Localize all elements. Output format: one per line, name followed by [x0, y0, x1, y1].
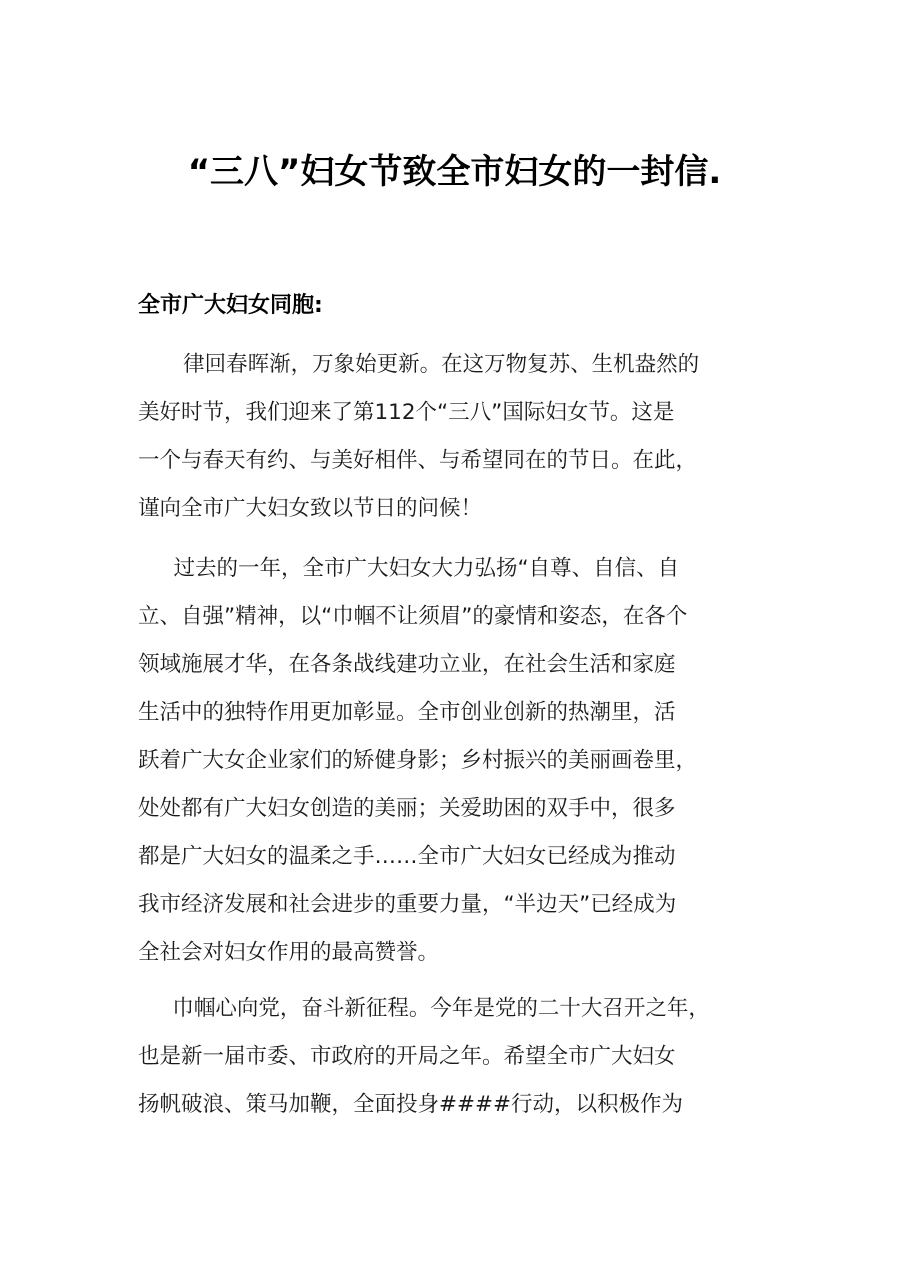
- paragraph-1-line-3: 一个与春天有约、与美好相伴、与希望同在的节日。在此，: [138, 448, 698, 473]
- letter-title: “三八”妇女节致全市妇女的一封信.: [187, 152, 722, 192]
- paragraph-3-line-2: 也是新一届市委、市政府的开局之年。希望全市广大妇女: [138, 1044, 676, 1069]
- salutation: 全市广大妇女同胞:: [138, 293, 323, 318]
- paragraph-2-line-7: 都是广大妇女的温柔之手……全市广大妇女已经成为推动: [138, 844, 676, 869]
- paragraph-2: [138, 545, 768, 977]
- paragraph-2-line-1: 过去的一年，全市广大妇女大力弘扬“自尊、自信、自: [173, 556, 680, 581]
- paragraph-2-line-4: 生活中的独特作用更加彰显。全市创业创新的热潮里，活: [138, 700, 676, 725]
- paragraph-2-line-6: 处处都有广大妇女创造的美丽；关爱助困的双手中，很多: [138, 796, 676, 821]
- paragraph-3-line-1: 巾帼心向党，奋斗新征程。今年是党的二十大召开之年，: [172, 996, 710, 1021]
- paragraph-2-line-5: 跃着广大女企业家们的矫健身影；乡村振兴的美丽画卷里，: [138, 748, 698, 773]
- paragraph-2-line-8: 我市经济发展和社会进步的重要力量，“半边天”已经成为: [138, 892, 677, 917]
- paragraph-2-line-3: 领域施展才华，在各条战线建功立业，在社会生活和家庭: [138, 652, 676, 677]
- paragraph-2-line-9: 全社会对妇女作用的最高赞誉。: [138, 940, 440, 965]
- paragraph-3-line-3: 扬帆破浪、策马加鞭，全面投身####行动，以积极作为: [138, 1092, 684, 1117]
- paragraph-1-line-1: 律回春晖渐，万象始更新。在这万物复苏、生机盎然的: [183, 352, 700, 377]
- paragraph-1-line-4: 谨向全市广大妇女致以节日的问候！: [138, 496, 483, 521]
- paragraph-2-line-2: 立、自强”精神，以“巾帼不让须眉”的豪情和姿态，在各个: [138, 604, 688, 629]
- paragraph-3: [138, 985, 768, 1129]
- paragraph-1: [138, 341, 768, 533]
- paragraph-1-line-2: 美好时节，我们迎来了第112个“三八”国际妇女节。这是: [138, 400, 675, 425]
